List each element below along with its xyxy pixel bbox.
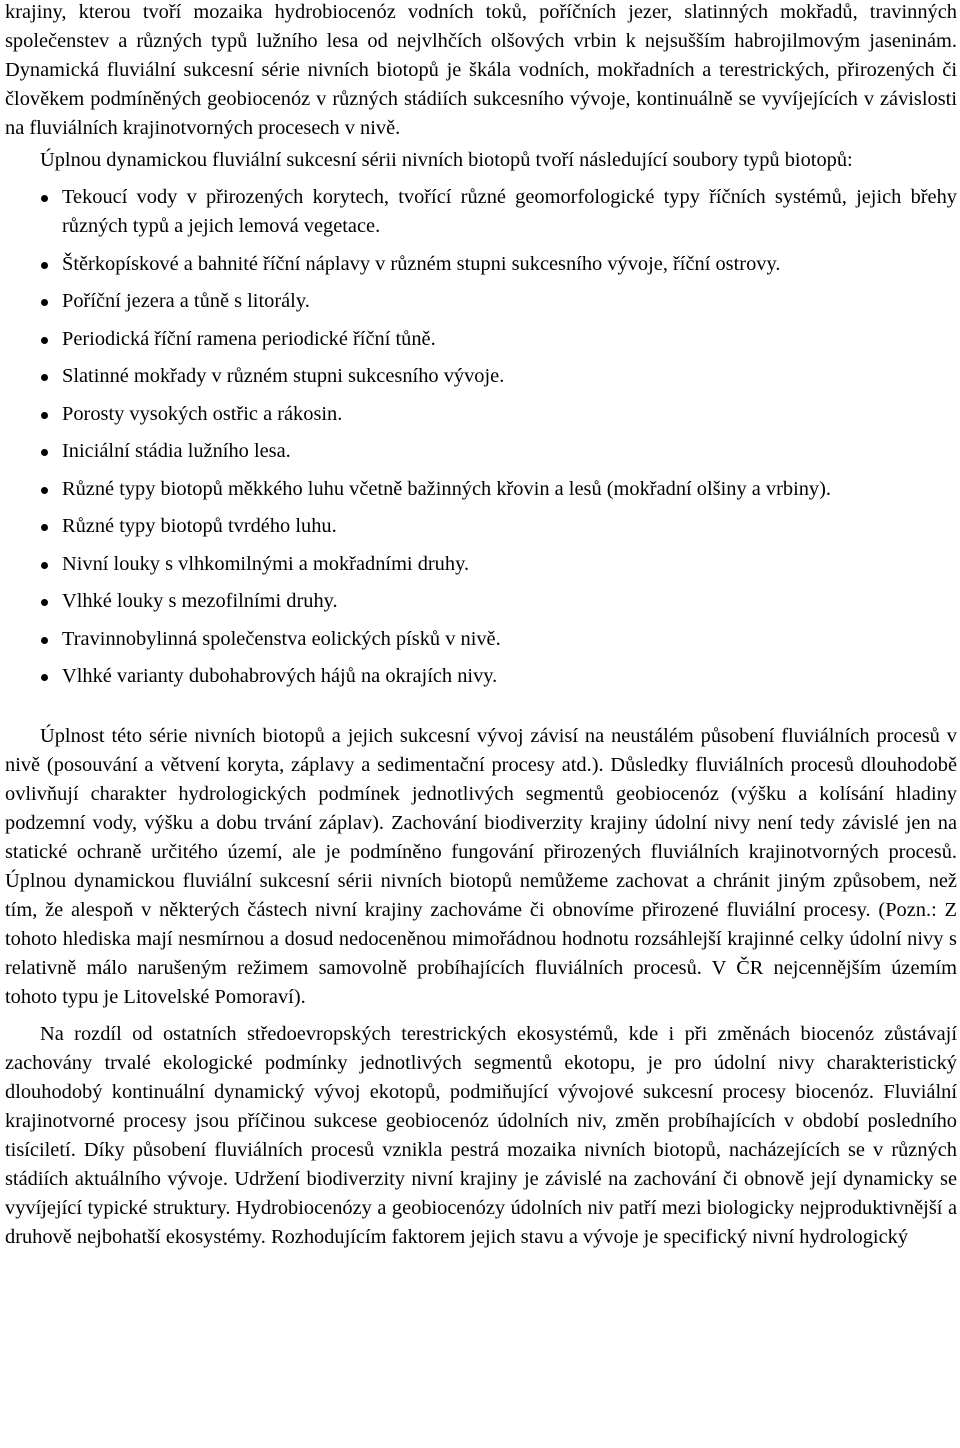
list-item: Různé typy biotopů tvrdého luhu. (62, 512, 957, 541)
document-page (5, 0, 957, 1252)
biotope-type-list (5, 183, 957, 691)
list-item: Iniciální stádia lužního lesa. (62, 437, 957, 466)
list-item: Štěrkopískové a bahnité říční náplavy v různém stupni sukcesního vývoje, říční ostrovy. (62, 250, 957, 279)
paragraph-floodplain-dynamics: Na rozdíl od ostatních středoevropských terestrických ekosystémů, kde i při změnách biocenóz zůstávají zachovány trvalé ekologické podmínky jednotlivých segmentů ekotopu, je pro údolní nivy charakteristický dlouhodobý kontinuální dynamický vývoj ekotopů, podmiňující vývojové sukcesní procesy biocenóz. Fluviální krajinotvorné procesy jsou příčinou sukcese geobiocenóz údolních niv, změn probíhajících v období posledního tisíciletí. Díky působení fluviálních procesů vznikla pestrá mozaika nivních biotopů, nacházejících se v různých stádiích aktuálního vývoje. Udržení biodiverzity nivní krajiny je závislé na zachování či obnově její dynamicky se vyvíjející typické struktury. Hydrobiocenózy a geobiocenózy údolních niv patří mezi biologicky nejproduktivnější a druhově nejbohatší ekosystémy. Rozhodujícím faktorem jejich stavu a vývoje je specifický nivní hydrologický (5, 1023, 957, 1248)
list-item: Různé typy biotopů měkkého luhu včetně bažinných křovin a lesů (mokřadní olšiny a vrbiny). (62, 475, 957, 504)
list-item: Vlhké varianty dubohabrových hájů na okrajích nivy. (62, 662, 957, 691)
paragraph-intro-continuation: krajiny, kterou tvoří mozaika hydrobiocenóz vodních toků, poříčních jezer, slatinných mokřadů, travinných společenstev a různých typů lužního lesa od nejvlhčích olšových vrbin k nejsušším habrojilmovým jaseninám. Dynamická fluviální sukcesní série nivních biotopů je škála vodních, mokřadních a terestrických, přirozených či člověkem podmíněných geobiocenóz v různých stádiích sukcesního vývoje, kontinuálně se vyvíjejících v závislosti na fluviálních krajinotvorných procesech v nivě. (5, 1, 957, 139)
list-item: Travinnobylinná společenstva eolických písků v nivě. (62, 625, 957, 654)
list-item: Nivní louky s vlhkomilnými a mokřadními druhy. (62, 550, 957, 579)
list-item: Porosty vysokých ostřic a rákosin. (62, 400, 957, 429)
list-item: Tekoucí vody v přirozených korytech, tvořící různé geomorfologické typy říčních systémů, jejich břehy různých typů a jejich lemová vegetace. (62, 183, 957, 241)
list-item: Periodická říční ramena periodické říční tůně. (62, 325, 957, 354)
list-item: Slatinné mokřady v různém stupni sukcesního vývoje. (62, 362, 957, 391)
paragraph-series-definition: Úplnou dynamickou fluviální sukcesní sérii nivních biotopů tvoří následující soubory typů biotopů: (40, 149, 853, 171)
list-item: Poříční jezera a tůně s litorály. (62, 287, 957, 316)
paragraph-fluvial-processes: Úplnost této série nivních biotopů a jejich sukcesní vývoj závisí na neustálém působení fluviálních procesů v nivě (posouvání a větvení koryta, záplavy a sedimentační procesy atd.). Důsledky fluviálních procesů dlouhodobě ovlivňují charakter hydrologických podmínek jednotlivých segmentů geobiocenóz (výšku a kolísání hladiny podzemní vody, výšku a dobu trvání záplav). Zachování biodiverzity krajiny údolní nivy není tedy závislé jen na statické ochraně určitého území, ale je podmíněno fungování přirozených fluviálních krajinotvorných procesů. Úplnou dynamickou fluviální sukcesní sérii nivních biotopů nemůžeme zachovat a chránit jiným způsobem, než tím, že alespoň v některých částech nivní krajiny zachováme či obnovíme přirozené fluviální procesy. (Pozn.: Z tohoto hlediska mají nesmírnou a dosud nedoceněnou mimořádnou hodnotu rozsáhlejší krajinné celky údolní nivy s relativně málo narušeným režimem samovolně probíhajících fluviálních procesů. V ČR nejcennějším územím tohoto typu je Litovelské Pomoraví). (5, 725, 957, 1008)
list-item: Vlhké louky s mezofilními druhy. (62, 587, 957, 616)
